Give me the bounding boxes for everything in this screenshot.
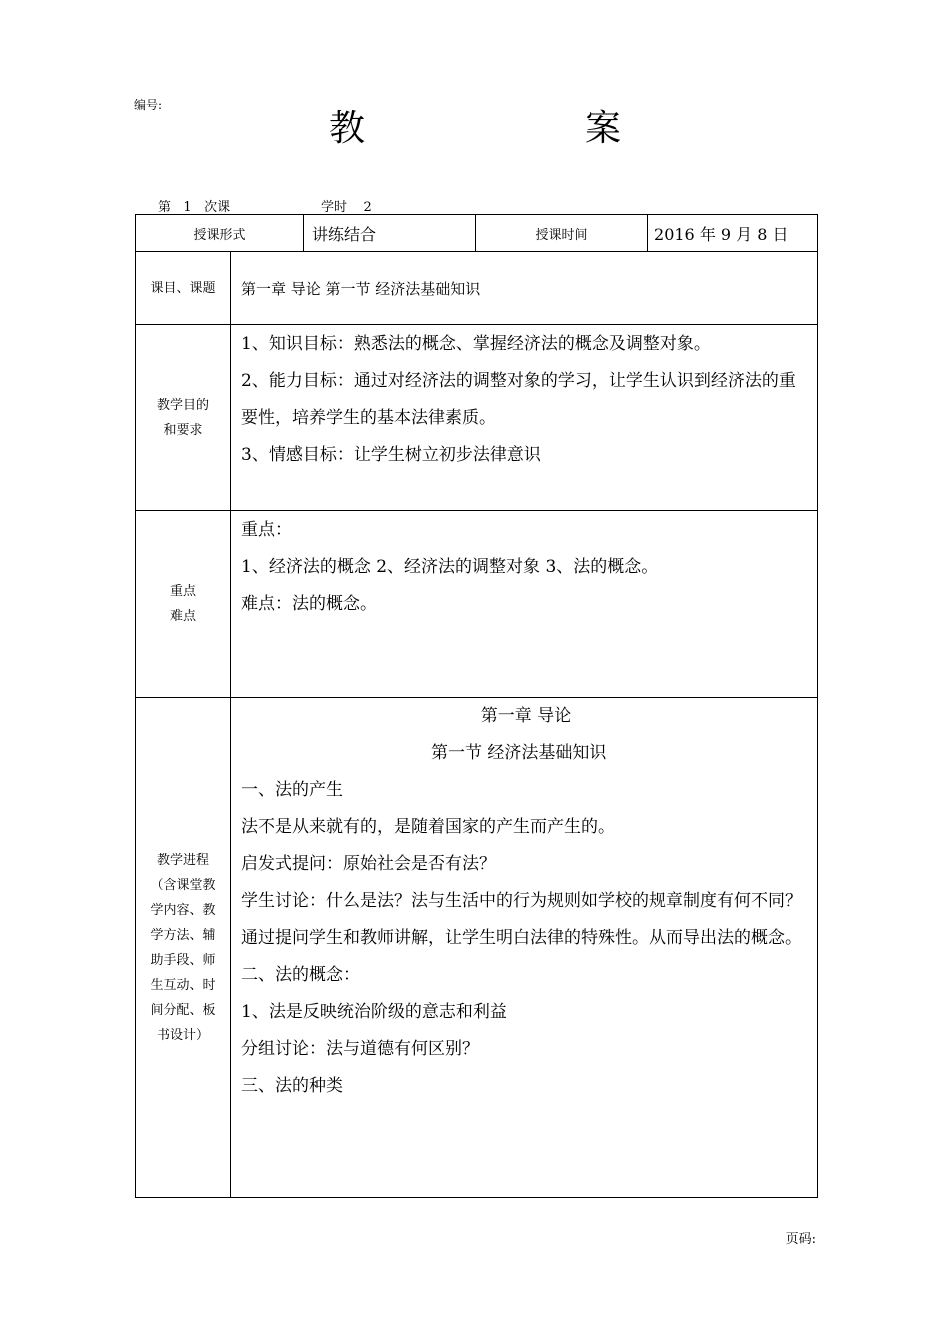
info-row	[136, 215, 818, 252]
time-value-cell	[648, 215, 818, 252]
topic-label-cell	[136, 252, 231, 325]
process-label-line: 学方法、辅	[150, 927, 216, 943]
process-label-line: （含课堂教	[150, 877, 216, 893]
process-label-line: 学内容、教	[150, 902, 216, 918]
process-line: 法不是从来就有的，是随着国家的产生而产生的。	[241, 817, 615, 837]
process-line: 二、法的概念：	[241, 965, 360, 985]
process-line: 分组讨论：法与道德有何区别？	[241, 1039, 479, 1059]
section-heading: 第一节 经济法基础知识	[431, 743, 607, 763]
process-label-line: 教学进程	[156, 852, 209, 868]
title-char-left: 教	[328, 108, 365, 149]
time-value: 2016 年 9 月 8 日	[654, 224, 789, 244]
serial-number-label: 编号:	[134, 98, 163, 112]
process-label-line: 书设计）	[156, 1027, 209, 1043]
time-label-cell	[476, 215, 648, 252]
form-value: 讲练结合	[312, 224, 377, 244]
topic-value: 第一章 导论 第一节 经济法基础知识	[241, 279, 481, 298]
process-line: 启发式提问：原始社会是否有法？	[241, 854, 496, 874]
page-title	[0, 100, 950, 154]
process-line: 一、法的产生	[241, 780, 343, 800]
time-label: 授课时间	[535, 227, 588, 243]
topic-row	[136, 252, 818, 325]
objectives-label-line1: 教学目的	[156, 397, 209, 413]
keypoints-list: 1、经济法的概念 2、经济法的调整对象 3、法的概念。	[241, 557, 659, 577]
process-line: 三、法的种类	[241, 1076, 343, 1096]
chapter-heading: 第一章 导论	[480, 706, 572, 726]
lesson-plan-table	[135, 214, 818, 1198]
objectives-label-line2: 和要求	[163, 422, 203, 438]
process-label-line: 生互动、时	[150, 977, 216, 993]
keypoints-row	[136, 511, 818, 698]
objectives-row	[136, 325, 818, 511]
topic-value-cell	[231, 252, 818, 325]
keypoints-label-line2: 难点	[169, 609, 196, 624]
objectives-content-cell	[231, 325, 818, 511]
process-label-line: 间分配、板	[150, 1002, 216, 1018]
objective-item: 3、情感目标：让学生树立初步法律意识	[241, 445, 541, 465]
process-line: 学生讨论：什么是法？法与生活中的行为规则如学校的规章制度有何不同？通过提问学生和教师讲解，让学生明白法律的特殊性。从而导出法的概念。	[241, 891, 802, 948]
session-info: 第 1 次课 学时 2	[158, 200, 372, 215]
title-char-right: 案	[585, 108, 622, 149]
form-value-cell	[304, 215, 476, 252]
objective-item: 1、知识目标：熟悉法的概念、掌握经济法的概念及调整对象。	[241, 334, 711, 354]
objective-item: 2、能力目标：通过对经济法的调整对象的学习，让学生认识到经济法的重要性，培养学生的基本法律素质。	[241, 371, 796, 428]
topic-label: 课目、课题	[150, 280, 216, 296]
process-content-cell	[231, 698, 818, 1198]
keypoints-heading: 重点：	[241, 520, 292, 540]
process-label-line: 助手段、师	[150, 952, 216, 968]
keypoints-content-cell	[231, 511, 818, 698]
keypoints-label-cell	[136, 511, 231, 698]
objectives-label-cell	[136, 325, 231, 511]
keypoints-label-line1: 重点	[169, 584, 196, 599]
difficulty-line: 难点：法的概念。	[241, 594, 377, 614]
form-label-cell	[136, 215, 304, 252]
process-label-cell	[136, 698, 231, 1198]
process-line: 1、法是反映统治阶级的意志和利益	[241, 1002, 507, 1022]
process-row	[136, 698, 818, 1198]
page-number-label: 页码:	[785, 1232, 816, 1247]
form-label: 授课形式	[193, 227, 246, 243]
